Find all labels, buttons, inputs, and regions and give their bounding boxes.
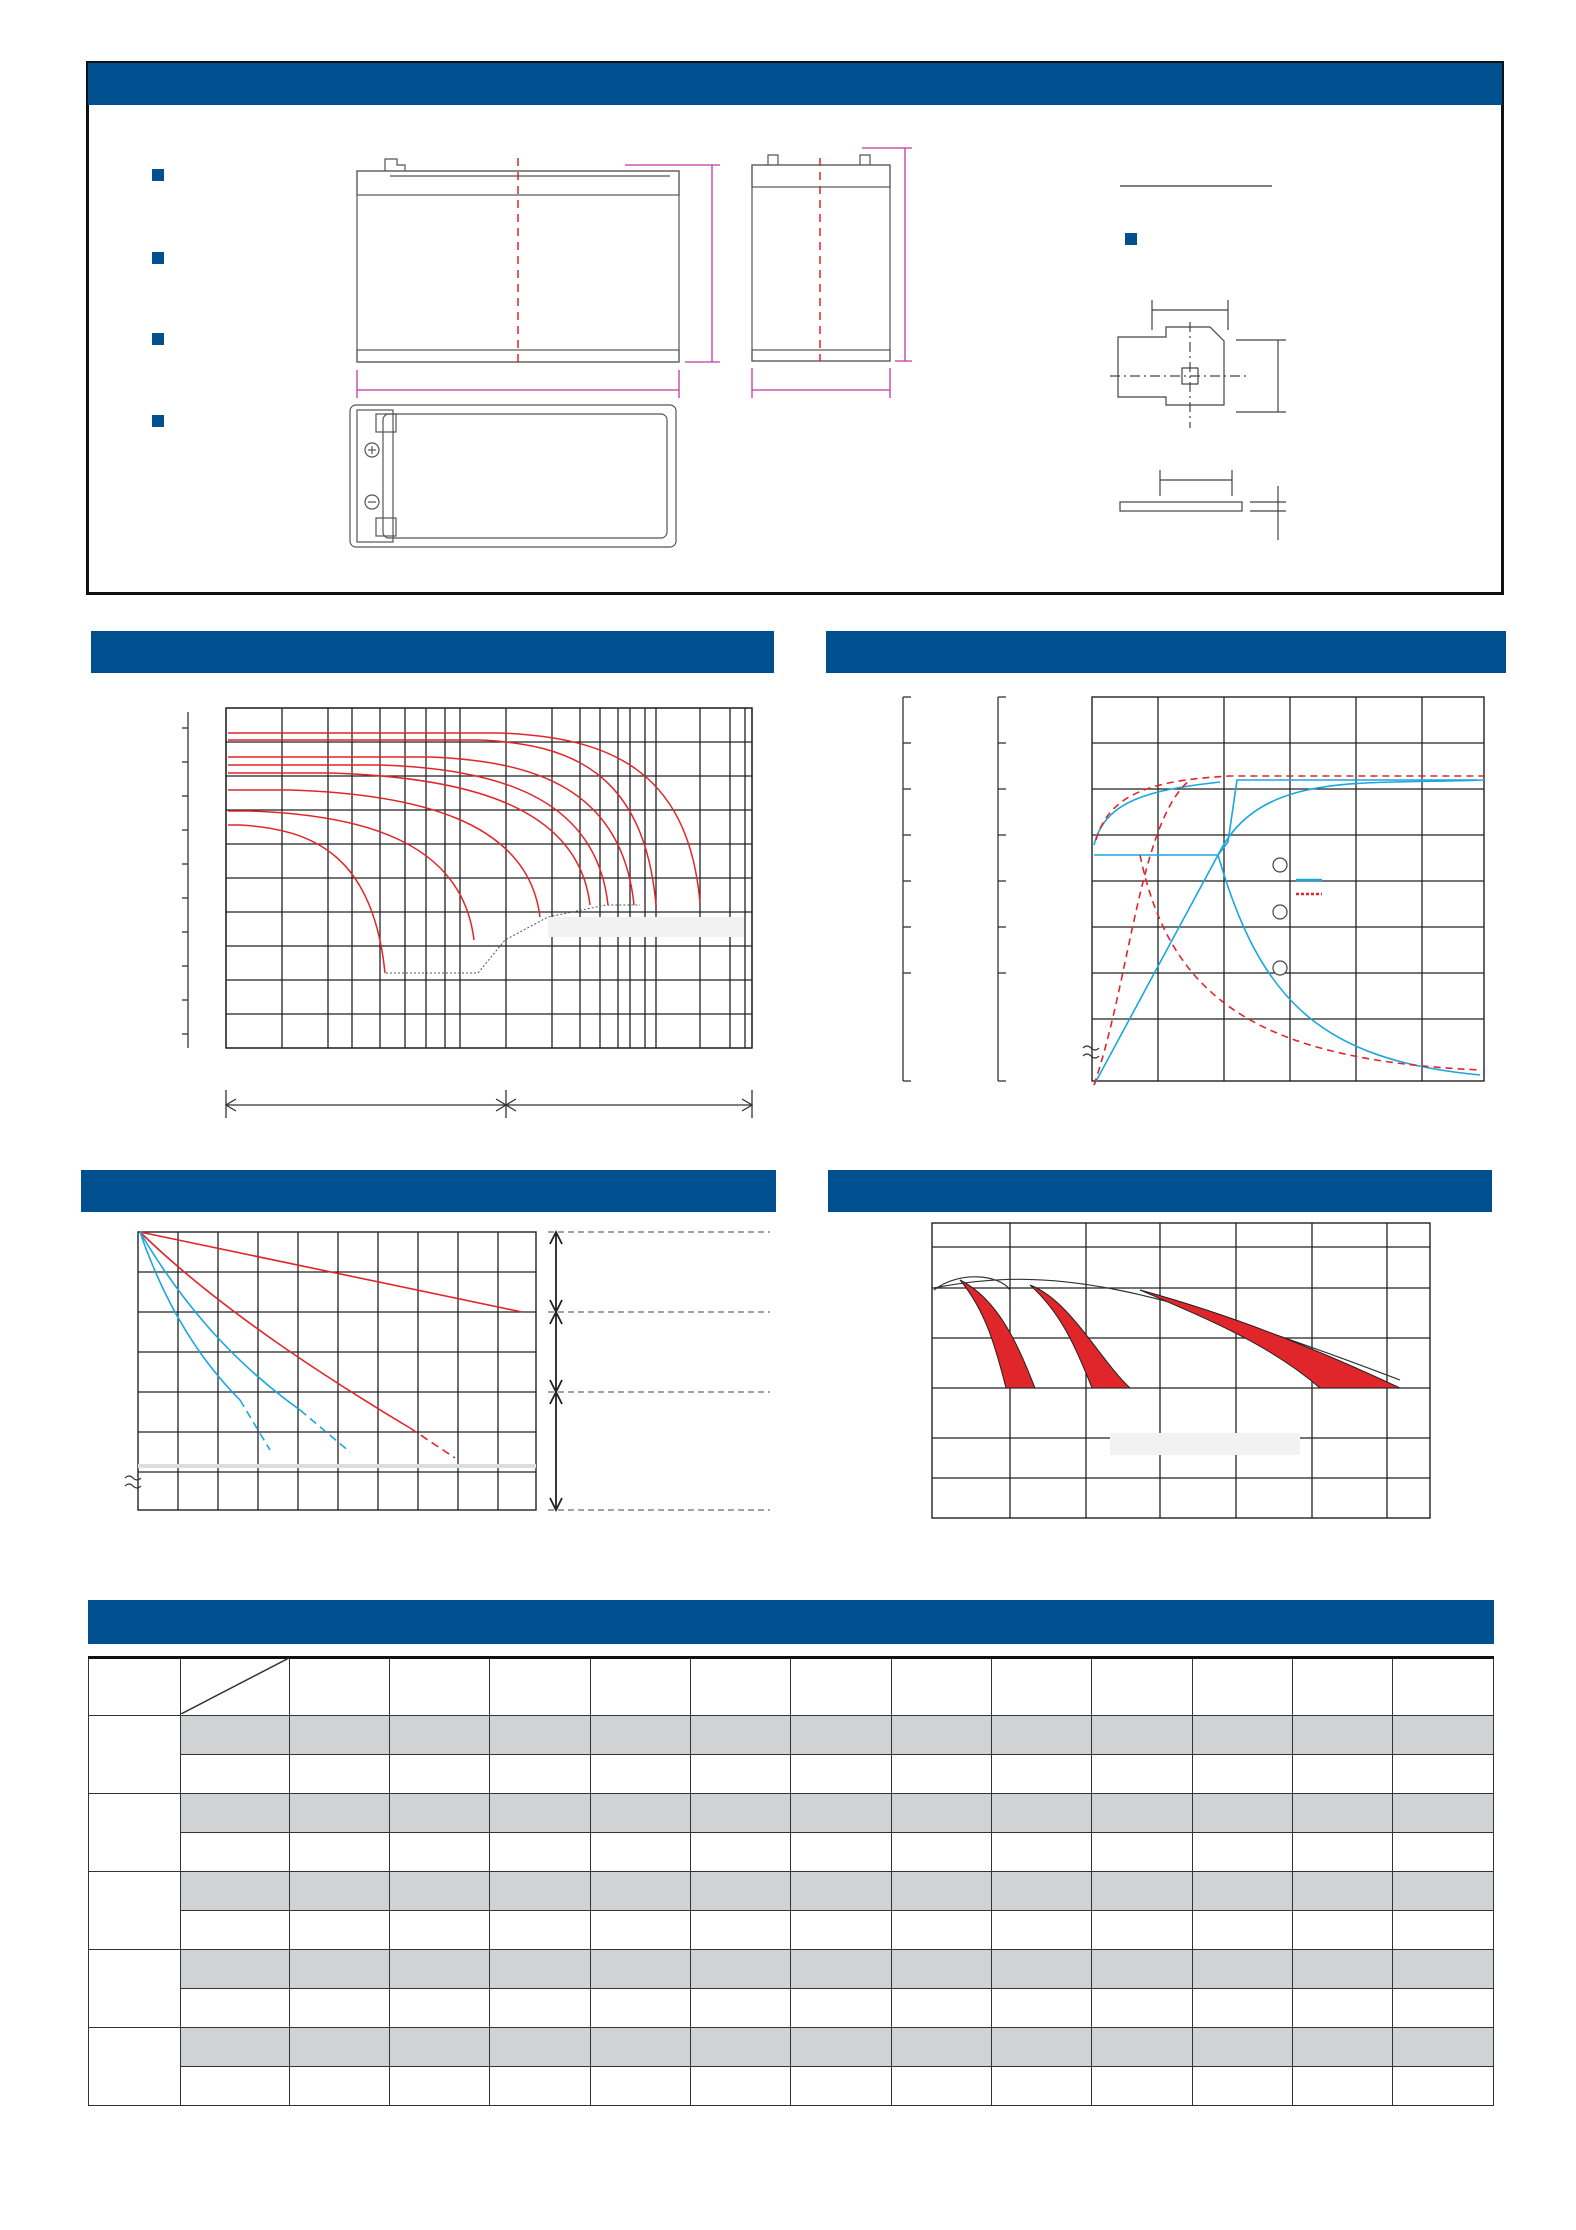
header-cell — [1393, 1658, 1494, 1716]
table-cell — [992, 1755, 1092, 1794]
table-cell — [289, 1833, 389, 1872]
table-cell — [791, 1794, 891, 1833]
table-cell — [490, 1872, 590, 1911]
table-cell — [1393, 1833, 1494, 1872]
header-cell — [691, 1658, 791, 1716]
table-cell — [1293, 1989, 1393, 2028]
table-cell — [891, 1989, 991, 2028]
table-cell — [1293, 1833, 1393, 1872]
table-cell — [1293, 1872, 1393, 1911]
table-row — [89, 1755, 1494, 1794]
header-corner-cell — [89, 1658, 181, 1716]
table-cell — [390, 1872, 490, 1911]
table-cell — [1293, 2067, 1393, 2106]
table-row — [89, 1872, 1494, 1911]
cycle-life-band — [1030, 1285, 1130, 1388]
table-cell — [1393, 1755, 1494, 1794]
cycle-life-legend-box — [1110, 1433, 1300, 1455]
table-cell — [390, 1911, 490, 1950]
header-cell — [590, 1658, 690, 1716]
table-cell — [1192, 2028, 1292, 2067]
header-cell — [390, 1658, 490, 1716]
table-cell — [992, 2067, 1092, 2106]
table-cell — [390, 1950, 490, 1989]
header-cell — [791, 1658, 891, 1716]
table-cell — [791, 1989, 891, 2028]
table-cell — [1092, 1911, 1192, 1950]
table-cell — [1393, 1989, 1494, 2028]
table-cell — [891, 1794, 991, 1833]
table-cell — [891, 1755, 991, 1794]
table-cell — [1393, 2067, 1494, 2106]
header-cell — [891, 1658, 991, 1716]
table-cell — [590, 2067, 690, 2106]
table-cell — [1393, 1872, 1494, 1911]
table-cell — [390, 2067, 490, 2106]
table-cell — [390, 1716, 490, 1755]
table-cell — [1293, 2028, 1393, 2067]
table-row — [89, 1989, 1494, 2028]
table-cell — [1192, 2067, 1292, 2106]
table-cell — [691, 1950, 791, 1989]
table-cell — [1192, 1950, 1292, 1989]
table-cell — [1092, 1755, 1192, 1794]
table-cell — [791, 1911, 891, 1950]
table-cell — [590, 2028, 690, 2067]
table-cell — [1092, 1833, 1192, 1872]
table-cell — [289, 1911, 389, 1950]
header-cell — [1192, 1658, 1292, 1716]
header-cell — [490, 1658, 590, 1716]
table-cell — [1293, 1950, 1393, 1989]
table-cell — [289, 2028, 389, 2067]
table-cell — [490, 1950, 590, 1989]
table-cell — [891, 1716, 991, 1755]
table-cell — [490, 1989, 590, 2028]
header-cell — [1293, 1658, 1393, 1716]
table-cell — [891, 1872, 991, 1911]
table-cell — [1092, 1950, 1192, 1989]
table-cell — [289, 2067, 389, 2106]
table-cell — [891, 1950, 991, 1989]
row-group-cell — [89, 2028, 181, 2106]
table-cell — [1192, 1794, 1292, 1833]
table-cell — [992, 1872, 1092, 1911]
table-cell — [1393, 1950, 1494, 1989]
table-row — [89, 1950, 1494, 1989]
header-cell — [289, 1658, 389, 1716]
table-cell — [1092, 1989, 1192, 2028]
table-header-row — [89, 1658, 1494, 1716]
table-cell — [1293, 1911, 1393, 1950]
cycle-life-band — [960, 1280, 1035, 1388]
table-cell — [1092, 1716, 1192, 1755]
table-cell — [691, 1989, 791, 2028]
table-cell — [590, 1833, 690, 1872]
table-cell — [1192, 1833, 1292, 1872]
table-cell — [691, 1833, 791, 1872]
discharge-table — [88, 1656, 1494, 2106]
table-cell — [181, 1794, 289, 1833]
table-cell — [181, 1989, 289, 2028]
table-cell — [791, 2028, 891, 2067]
table-cell — [490, 1755, 590, 1794]
table-cell — [590, 1716, 690, 1755]
table-cell — [590, 1950, 690, 1989]
table-cell — [691, 2067, 791, 2106]
table-cell — [390, 1989, 490, 2028]
table-cell — [1393, 2028, 1494, 2067]
table-cell — [590, 1755, 690, 1794]
table-cell — [791, 1872, 891, 1911]
table-cell — [289, 1794, 389, 1833]
table-cell — [1293, 1755, 1393, 1794]
table-cell — [590, 1911, 690, 1950]
table-cell — [181, 1755, 289, 1794]
table-cell — [791, 1755, 891, 1794]
table-cell — [490, 2067, 590, 2106]
table-cell — [490, 2028, 590, 2067]
table-cell — [181, 1911, 289, 1950]
table-cell — [791, 1716, 891, 1755]
table-cell — [992, 1989, 1092, 2028]
table-cell — [1393, 1794, 1494, 1833]
header-diagonal-cell — [181, 1658, 289, 1716]
table-cell — [289, 1989, 389, 2028]
table-cell — [289, 1755, 389, 1794]
table-cell — [1293, 1794, 1393, 1833]
table-cell — [390, 1833, 490, 1872]
table-cell — [791, 1950, 891, 1989]
table-cell — [1092, 2067, 1192, 2106]
table-cell — [490, 1911, 590, 1950]
table-cell — [691, 1755, 791, 1794]
table-cell — [1192, 1989, 1292, 2028]
table-row — [89, 1911, 1494, 1950]
table-cell — [181, 1833, 289, 1872]
table-cell — [891, 2067, 991, 2106]
table-cell — [181, 2028, 289, 2067]
header-cell — [1092, 1658, 1192, 1716]
table-cell — [590, 1794, 690, 1833]
table-cell — [1092, 1872, 1192, 1911]
table-row — [89, 1833, 1494, 1872]
row-group-cell — [89, 1794, 181, 1872]
table-cell — [992, 1950, 1092, 1989]
header-cell — [992, 1658, 1092, 1716]
table-cell — [1092, 2028, 1192, 2067]
table-cell — [691, 1716, 791, 1755]
table-cell — [181, 1872, 289, 1911]
table-cell — [181, 1716, 289, 1755]
table-row — [89, 2067, 1494, 2106]
table-cell — [992, 2028, 1092, 2067]
table-cell — [691, 2028, 791, 2067]
table-cell — [691, 1794, 791, 1833]
table-row — [89, 1716, 1494, 1755]
table-cell — [691, 1911, 791, 1950]
table-cell — [490, 1833, 590, 1872]
table-cell — [390, 1794, 490, 1833]
table-cell — [992, 1911, 1092, 1950]
table-cell — [181, 1950, 289, 1989]
cycle-life-band — [1140, 1290, 1400, 1388]
table-cell — [891, 1911, 991, 1950]
table-cell — [1192, 1911, 1292, 1950]
table-cell — [992, 1833, 1092, 1872]
table-cell — [490, 1794, 590, 1833]
table-cell — [390, 1755, 490, 1794]
table-cell — [1192, 1755, 1292, 1794]
table-cell — [1192, 1872, 1292, 1911]
table-cell — [1293, 1716, 1393, 1755]
table-cell — [590, 1989, 690, 2028]
table-cell — [289, 1872, 389, 1911]
row-group-cell — [89, 1872, 181, 1950]
table-cell — [791, 2067, 891, 2106]
table-cell — [1393, 1716, 1494, 1755]
table-header-bar — [88, 1600, 1494, 1644]
table-row — [89, 2028, 1494, 2067]
table-cell — [181, 2067, 289, 2106]
table-cell — [289, 1716, 389, 1755]
row-group-cell — [89, 1716, 181, 1794]
table-cell — [289, 1950, 389, 1989]
table-cell — [891, 2028, 991, 2067]
table-cell — [490, 1716, 590, 1755]
row-group-cell — [89, 1950, 181, 2028]
table-cell — [992, 1716, 1092, 1755]
table-cell — [992, 1794, 1092, 1833]
table-cell — [390, 2028, 490, 2067]
table-cell — [891, 1833, 991, 1872]
table-cell — [1192, 1716, 1292, 1755]
table-cell — [691, 1872, 791, 1911]
table-cell — [590, 1872, 690, 1911]
table-cell — [791, 1833, 891, 1872]
table-row — [89, 1794, 1494, 1833]
table-cell — [1393, 1911, 1494, 1950]
table-cell — [1092, 1794, 1192, 1833]
